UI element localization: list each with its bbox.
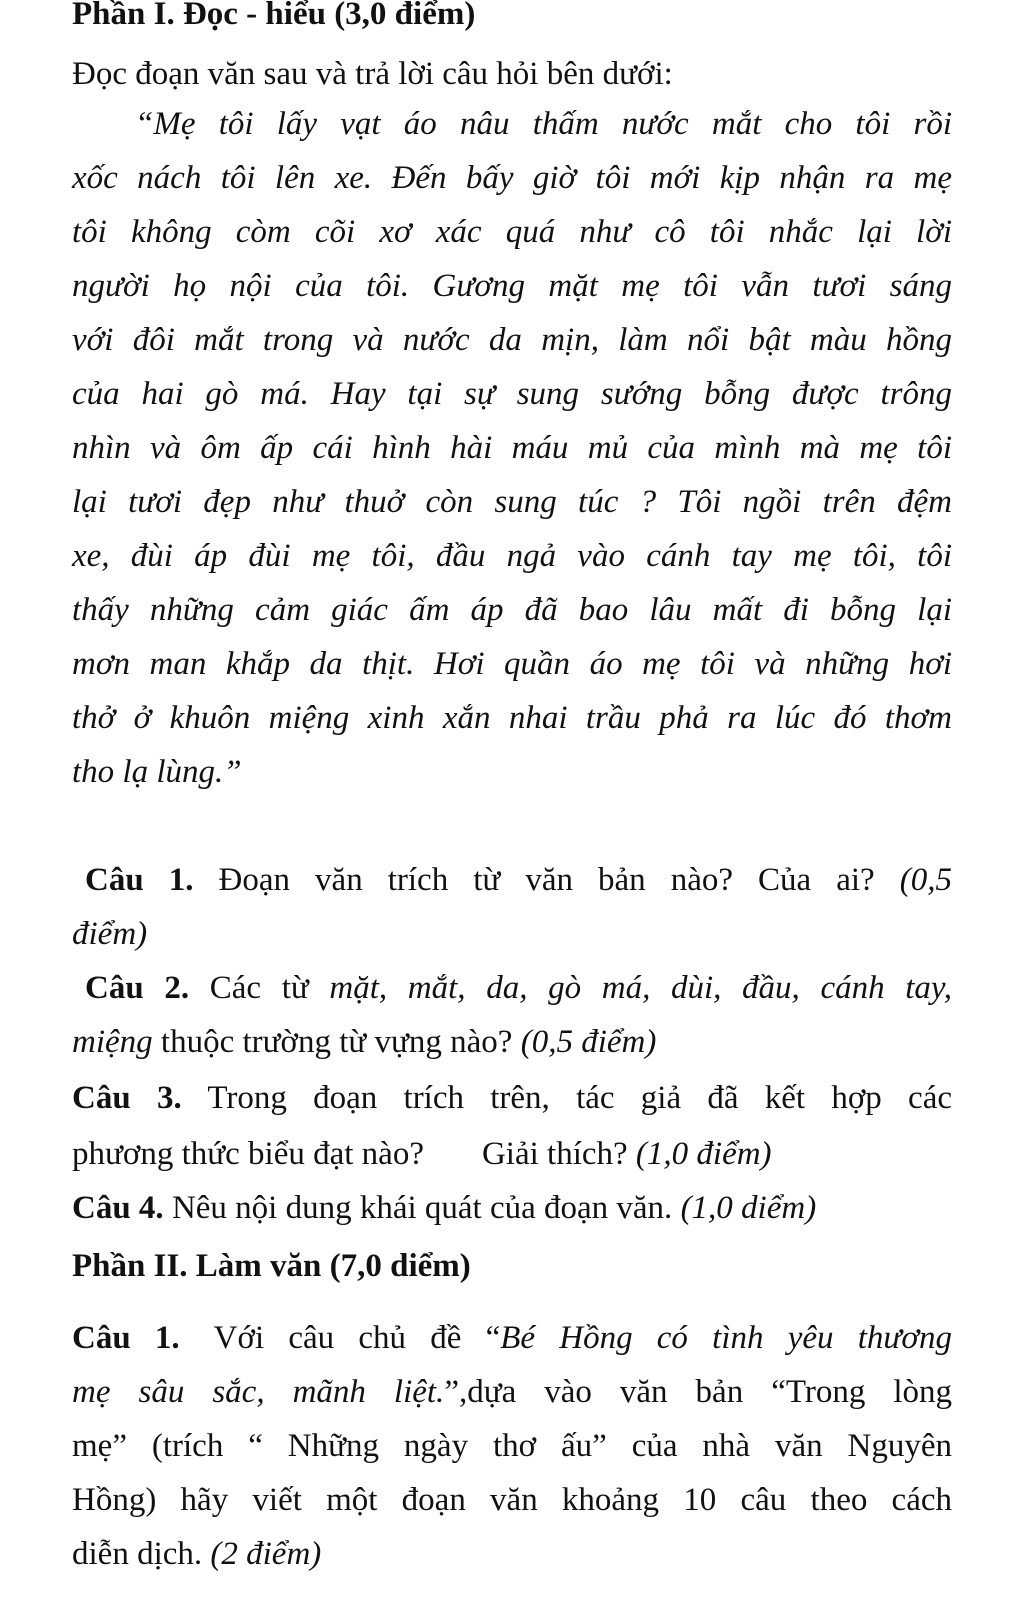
question-2-points: (0,5 điểm) bbox=[520, 1024, 657, 1060]
essay-q1-topic-b: mẹ sâu sắc, mãnh liệt. bbox=[72, 1374, 445, 1410]
question-1-points-b: điểm) bbox=[72, 916, 148, 952]
passage-line: thấy những cảm giác ấm áp đã bao lâu mất đi bỗng lại bbox=[72, 592, 952, 628]
essay-q1-line2-b: ”,dựa vào văn bản “Trong lòng bbox=[444, 1374, 952, 1410]
question-4-label: Câu 4. bbox=[72, 1190, 164, 1226]
passage-line: của hai gò má. Hay tại sự sung sướng bỗng được trông bbox=[72, 376, 952, 412]
essay-q1-line1-a: Với câu chủ đề “ bbox=[213, 1320, 501, 1356]
question-4-points: (1,0 diểm) bbox=[680, 1190, 817, 1226]
essay-q1-line3: mẹ” (trích “ Những ngày thơ ấu” của nhà văn Nguyên bbox=[72, 1428, 952, 1464]
question-3-text-b: phương thức biểu đạt nào? bbox=[72, 1136, 424, 1172]
question-1 bbox=[85, 860, 952, 900]
passage-line: lại tươi đẹp như thuở còn sung túc ? Tôi ngồi trên đệm bbox=[72, 484, 952, 520]
question-3-points: (1,0 điểm) bbox=[635, 1136, 772, 1172]
passage-line: xốc nách tôi lên xe. Đến bấy giờ tôi mới kịp nhận ra mẹ bbox=[72, 160, 952, 196]
question-2-text-a: Các từ bbox=[189, 970, 330, 1006]
essay-q1-line2 bbox=[72, 1372, 952, 1412]
question-1-label: Câu 1. bbox=[85, 862, 194, 898]
passage-line: với đôi mắt trong và nước da mịn, làm nổi bật màu hồng bbox=[72, 322, 952, 358]
question-2-words-b: miệng bbox=[72, 1024, 153, 1060]
question-1-text: Đoạn văn trích từ văn bản nào? Của ai? bbox=[193, 862, 875, 898]
question-2-words-a: mặt, mắt, da, gò má, dùi, đầu, cánh tay, bbox=[329, 970, 952, 1006]
passage-line: “Mẹ tôi lấy vạt áo nâu thấm nước mắt cho tôi rồi bbox=[135, 106, 952, 142]
question-2-cont bbox=[72, 1022, 656, 1062]
passage-line: tôi không còm cõi xơ xác quá như cô tôi nhắc lại lời bbox=[72, 214, 952, 250]
essay-q1-line5-text: diễn dịch. bbox=[72, 1536, 211, 1572]
passage-line: thở ở khuôn miệng xinh xắn nhai trầu phả ra lúc đó thơm bbox=[72, 700, 952, 736]
essay-q1-points: (2 điểm) bbox=[210, 1536, 322, 1572]
question-3-cont bbox=[72, 1134, 772, 1174]
question-4-text: Nêu nội dung khái quát của đoạn văn. bbox=[163, 1190, 681, 1226]
passage-line: người họ nội của tôi. Gương mặt mẹ tôi vẫn tươi sáng bbox=[72, 268, 952, 304]
question-2-label: Câu 2. bbox=[85, 970, 190, 1006]
part2-heading: Phần II. Làm văn (7,0 diểm) bbox=[72, 1248, 471, 1284]
essay-q1-line4: Hồng) hãy viết một đoạn văn khoảng 10 câu theo cách bbox=[72, 1482, 952, 1518]
question-1-points-a: (0,5 bbox=[874, 862, 952, 898]
question-3 bbox=[72, 1078, 952, 1118]
question-3-label: Câu 3. bbox=[72, 1080, 182, 1116]
passage-line: tho lạ lùng.” bbox=[72, 754, 242, 790]
question-3-text-a: Trong đoạn trích trên, tác giả đã kết hợp các bbox=[181, 1080, 952, 1116]
essay-q1-line5 bbox=[72, 1534, 321, 1574]
passage-line: mơn man khắp da thịt. Hơi quần áo mẹ tôi và những hơi bbox=[72, 646, 952, 682]
part1-heading: Phần I. Đọc - hiểu (3,0 điểm) bbox=[72, 0, 476, 32]
passage-line: nhìn và ôm ấp cái hình hài máu mủ của mình mà mẹ tôi bbox=[72, 430, 952, 466]
question-3-text-c: Giải thích? bbox=[481, 1136, 636, 1172]
essay-question-1 bbox=[72, 1318, 952, 1358]
passage-line: xe, đùi áp đùi mẹ tôi, đầu ngả vào cánh tay mẹ tôi, tôi bbox=[72, 538, 952, 574]
question-4 bbox=[72, 1188, 816, 1228]
question-2-text-b: thuộc trường từ vựng nào? bbox=[152, 1024, 521, 1060]
question-2 bbox=[85, 968, 952, 1008]
essay-question-1-label: Câu 1. bbox=[72, 1320, 180, 1356]
part1-instruction: Đọc đoạn văn sau và trả lời câu hỏi bên dưới: bbox=[72, 56, 673, 92]
essay-q1-topic-a: Bé Hồng có tình yêu thương bbox=[500, 1320, 952, 1356]
